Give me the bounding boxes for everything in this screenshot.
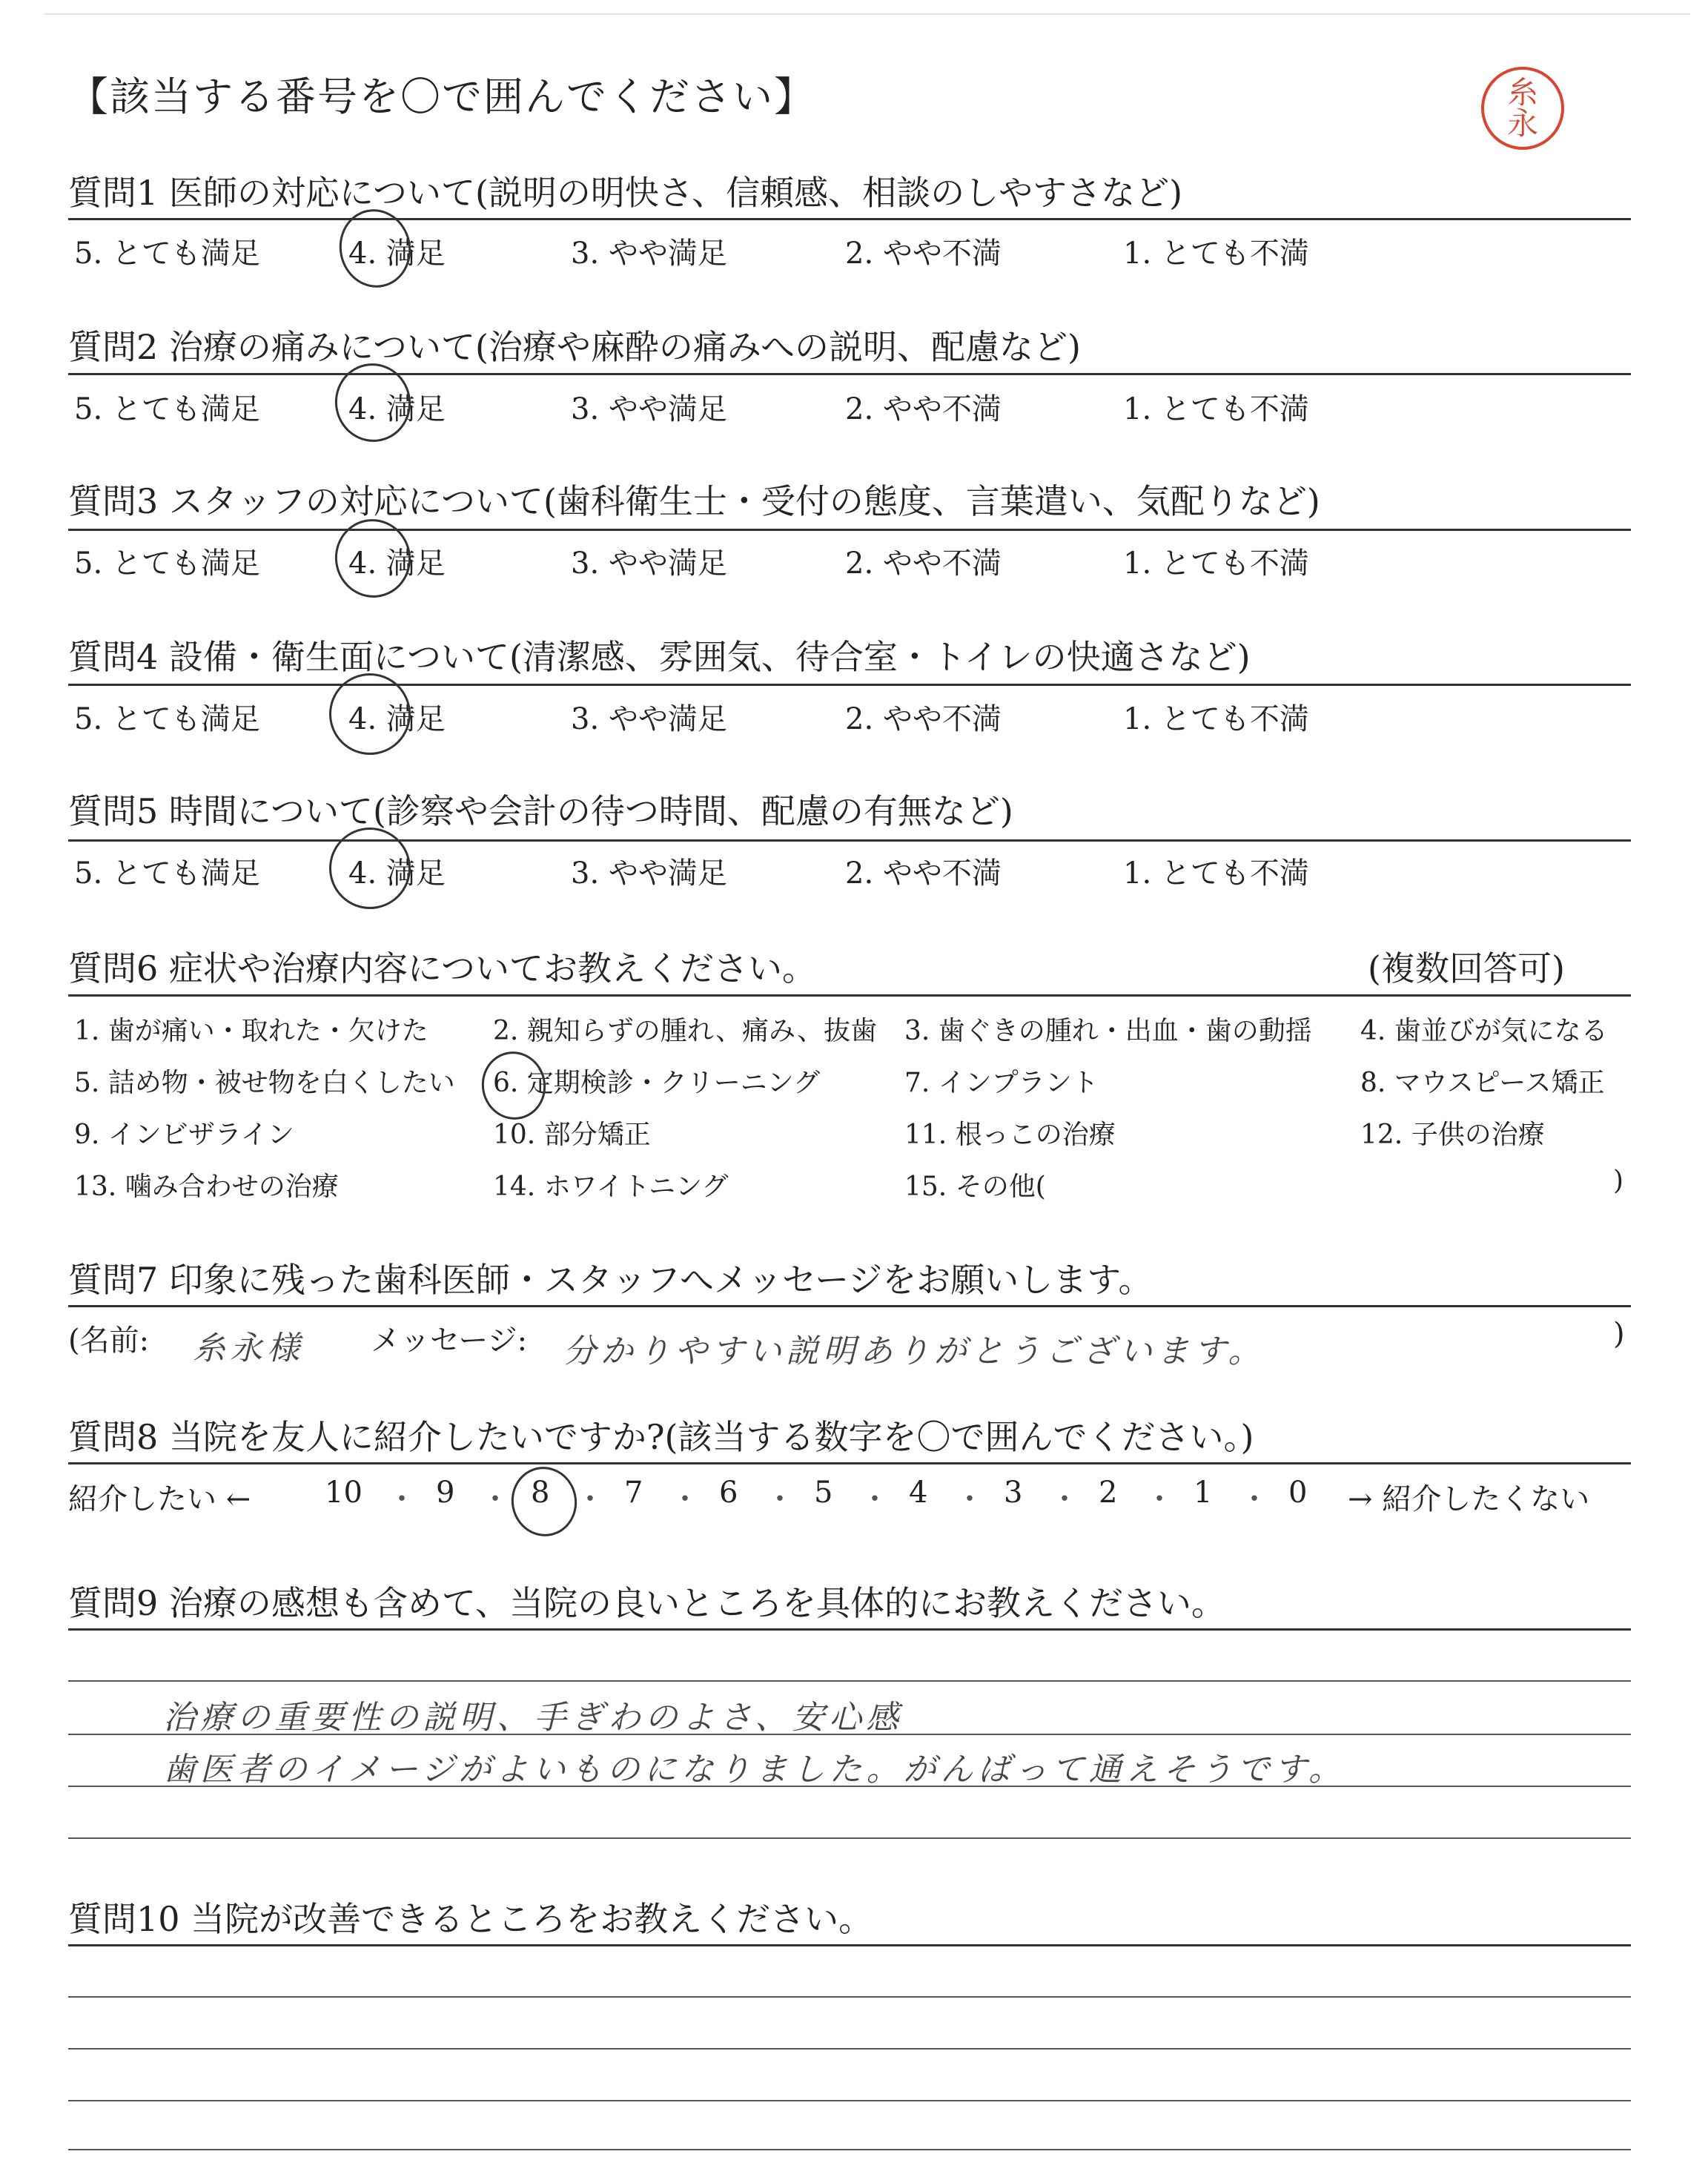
q1-option-2[interactable]: 2. やや不満 (845, 237, 1002, 271)
name-seal-stamp (1481, 67, 1564, 150)
q6-item-2[interactable]: 2. 親知らずの腫れ、痛み、抜歯 (493, 1016, 878, 1046)
q4-option-5[interactable]: 5. とても満足 (74, 702, 260, 736)
q6-item-5[interactable]: 5. 詰め物・被せ物を白くしたい (74, 1068, 455, 1098)
q8-score-5[interactable]: 5 (814, 1476, 833, 1510)
q3-option-4[interactable]: 4. 満足 (348, 546, 446, 581)
q3-option-1[interactable]: 1. とても不満 (1123, 546, 1309, 581)
question-5-rule (68, 839, 1631, 842)
question-1-title: 質問1 医師の対応について(説明の明快さ、信頼感、相談のしやすさなど) (68, 173, 1183, 213)
q1-option-1[interactable]: 1. とても不満 (1123, 237, 1309, 271)
form-header: 【該当する番号を〇で囲んでください】 (68, 73, 815, 120)
q4-option-3[interactable]: 3. やや満足 (571, 702, 727, 736)
q6-item-15[interactable]: 15. その他( (904, 1172, 1046, 1202)
q8-left-label: 紹介したい ← (68, 1482, 251, 1516)
q7-name-label: (名前: (68, 1324, 150, 1358)
question-1-rule (68, 218, 1631, 220)
question-7-title: 質問7 印象に残った歯科医師・スタッフへメッセージをお願いします。 (68, 1260, 1153, 1300)
q1-option-4[interactable]: 4. 満足 (348, 237, 446, 271)
q10-answer-line (68, 2048, 1631, 2050)
q8-separator: ・ (765, 1482, 795, 1516)
q4-option-1[interactable]: 1. とても不満 (1123, 702, 1309, 736)
seal-char-1: 糸 (1506, 74, 1538, 110)
q8-separator: ・ (1145, 1482, 1174, 1516)
question-10-rule (68, 1944, 1631, 1946)
q5-option-4[interactable]: 4. 満足 (348, 856, 446, 891)
q2-selected-circle (328, 357, 418, 449)
q2-option-4[interactable]: 4. 満足 (348, 392, 446, 426)
q8-score-0[interactable]: 0 (1288, 1476, 1308, 1510)
question-2-rule (68, 373, 1631, 375)
q8-score-7[interactable]: 7 (624, 1476, 643, 1510)
q3-selected-circle (328, 512, 418, 605)
q6-item-4[interactable]: 4. 歯並びが気になる (1360, 1016, 1608, 1046)
q6-item-10[interactable]: 10. 部分矯正 (493, 1120, 651, 1150)
q5-selected-circle (322, 820, 418, 916)
q4-selected-circle (322, 666, 418, 762)
q2-option-1[interactable]: 1. とても不満 (1123, 392, 1309, 426)
question-8-rule (68, 1462, 1631, 1464)
seal-char-2: 永 (1506, 105, 1538, 142)
question-6-note: (複数回答可) (1368, 948, 1565, 988)
q7-close-paren: ) (1613, 1317, 1625, 1351)
q3-option-5[interactable]: 5. とても満足 (74, 546, 260, 581)
question-9-title: 質問9 治療の感想も含めて、当院の良いところを具体的にお教えください。 (68, 1583, 1225, 1623)
question-9-rule (68, 1628, 1631, 1631)
q6-item-9[interactable]: 9. インビザライン (74, 1120, 294, 1150)
q5-option-2[interactable]: 2. やや不満 (845, 856, 1002, 891)
question-4-title: 質問4 設備・衛生面について(清潔感、雰囲気、待合室・トイレの快適さなど) (68, 637, 1251, 677)
question-7-rule (68, 1305, 1631, 1307)
question-4-rule (68, 684, 1631, 686)
q6-item-8[interactable]: 8. マウスピース矯正 (1360, 1068, 1605, 1098)
q8-score-2[interactable]: 2 (1099, 1476, 1118, 1510)
question-10-title: 質問10 当院が改善できるところをお教えください。 (68, 1899, 873, 1939)
q9-answer-handwritten-1[interactable]: 治療の重要性の説明、手ぎわのよさ、安心感 (163, 1699, 904, 1737)
q8-separator: ・ (860, 1482, 890, 1516)
q5-option-3[interactable]: 3. やや満足 (571, 856, 727, 891)
q8-separator: ・ (480, 1482, 510, 1516)
question-3-title: 質問3 スタッフの対応について(歯科衛生士・受付の態度、言葉遣い、気配りなど) (68, 481, 1320, 521)
q7-message-label: メッセージ: (371, 1324, 528, 1358)
q8-score-9[interactable]: 9 (436, 1476, 455, 1510)
q7-name-handwritten[interactable]: 糸永様 (193, 1330, 304, 1367)
q6-item-6[interactable]: 6. 定期検診・クリーニング (493, 1068, 821, 1098)
q6-item-14[interactable]: 14. ホワイトニング (493, 1172, 729, 1202)
q10-answer-line (68, 1996, 1631, 1998)
q6-item-13[interactable]: 13. 噛み合わせの治療 (74, 1172, 339, 1202)
q10-answer-line (68, 2149, 1631, 2150)
q6-other-close: ) (1613, 1166, 1624, 1196)
top-border (44, 13, 1690, 15)
question-2-title: 質問2 治療の痛みについて(治療や麻酔の痛みへの説明、配慮など) (68, 327, 1081, 367)
q1-selected-circle (332, 202, 418, 294)
q4-option-4[interactable]: 4. 満足 (348, 702, 446, 736)
q8-right-label: → 紹介したくない (1348, 1482, 1590, 1516)
q8-score-8[interactable]: 8 (531, 1476, 550, 1510)
q6-item-3[interactable]: 3. 歯ぐきの腫れ・出血・歯の動揺 (904, 1016, 1312, 1046)
q8-separator: ・ (670, 1482, 700, 1516)
q2-option-2[interactable]: 2. やや不満 (845, 392, 1002, 426)
question-6-rule (68, 994, 1631, 997)
q6-item-7[interactable]: 7. インプラント (904, 1068, 1099, 1098)
q3-option-2[interactable]: 2. やや不満 (845, 546, 1002, 581)
q8-score-1[interactable]: 1 (1194, 1476, 1213, 1510)
q8-selected-circle (505, 1461, 583, 1542)
q6-item-11[interactable]: 11. 根っこの治療 (904, 1120, 1116, 1150)
q9-answer-line (68, 1837, 1631, 1839)
q8-score-3[interactable]: 3 (1004, 1476, 1023, 1510)
q5-option-5[interactable]: 5. とても満足 (74, 856, 260, 891)
q2-option-3[interactable]: 3. やや満足 (571, 392, 727, 426)
q3-option-3[interactable]: 3. やや満足 (571, 546, 727, 581)
q5-option-1[interactable]: 1. とても不満 (1123, 856, 1309, 891)
q6-item-12[interactable]: 12. 子供の治療 (1360, 1120, 1545, 1150)
q4-option-2[interactable]: 2. やや不満 (845, 702, 1002, 736)
q8-separator: ・ (387, 1482, 417, 1516)
q8-separator: ・ (575, 1482, 605, 1516)
q9-answer-handwritten-2[interactable]: 歯医者のイメージがよいものになりました。がんばって通えそうです。 (163, 1751, 1346, 1789)
q1-option-5[interactable]: 5. とても満足 (74, 237, 260, 271)
q8-separator: ・ (1050, 1482, 1079, 1516)
question-6-title: 質問6 症状や治療内容についてお教えください。 (68, 948, 816, 988)
q8-score-4[interactable]: 4 (909, 1476, 928, 1510)
q8-score-10[interactable]: 10 (325, 1476, 363, 1510)
q8-separator: ・ (955, 1482, 984, 1516)
q6-item-1[interactable]: 1. 歯が痛い・取れた・欠けた (74, 1016, 428, 1046)
question-8-title: 質問8 当院を友人に紹介したいですか?(該当する数字を〇で囲んでください。) (68, 1417, 1254, 1457)
q9-answer-line (68, 1680, 1631, 1682)
q8-separator: ・ (1239, 1482, 1269, 1516)
question-5-title: 質問5 時間について(診察や会計の待つ時間、配慮の有無など) (68, 791, 1013, 831)
q1-option-3[interactable]: 3. やや満足 (571, 237, 727, 271)
q7-message-handwritten[interactable]: 分かりやすい説明ありがとうございます。 (563, 1332, 1265, 1370)
q2-option-5[interactable]: 5. とても満足 (74, 392, 260, 426)
question-3-rule (68, 529, 1631, 531)
q8-score-6[interactable]: 6 (719, 1476, 738, 1510)
q10-answer-line (68, 2100, 1631, 2101)
